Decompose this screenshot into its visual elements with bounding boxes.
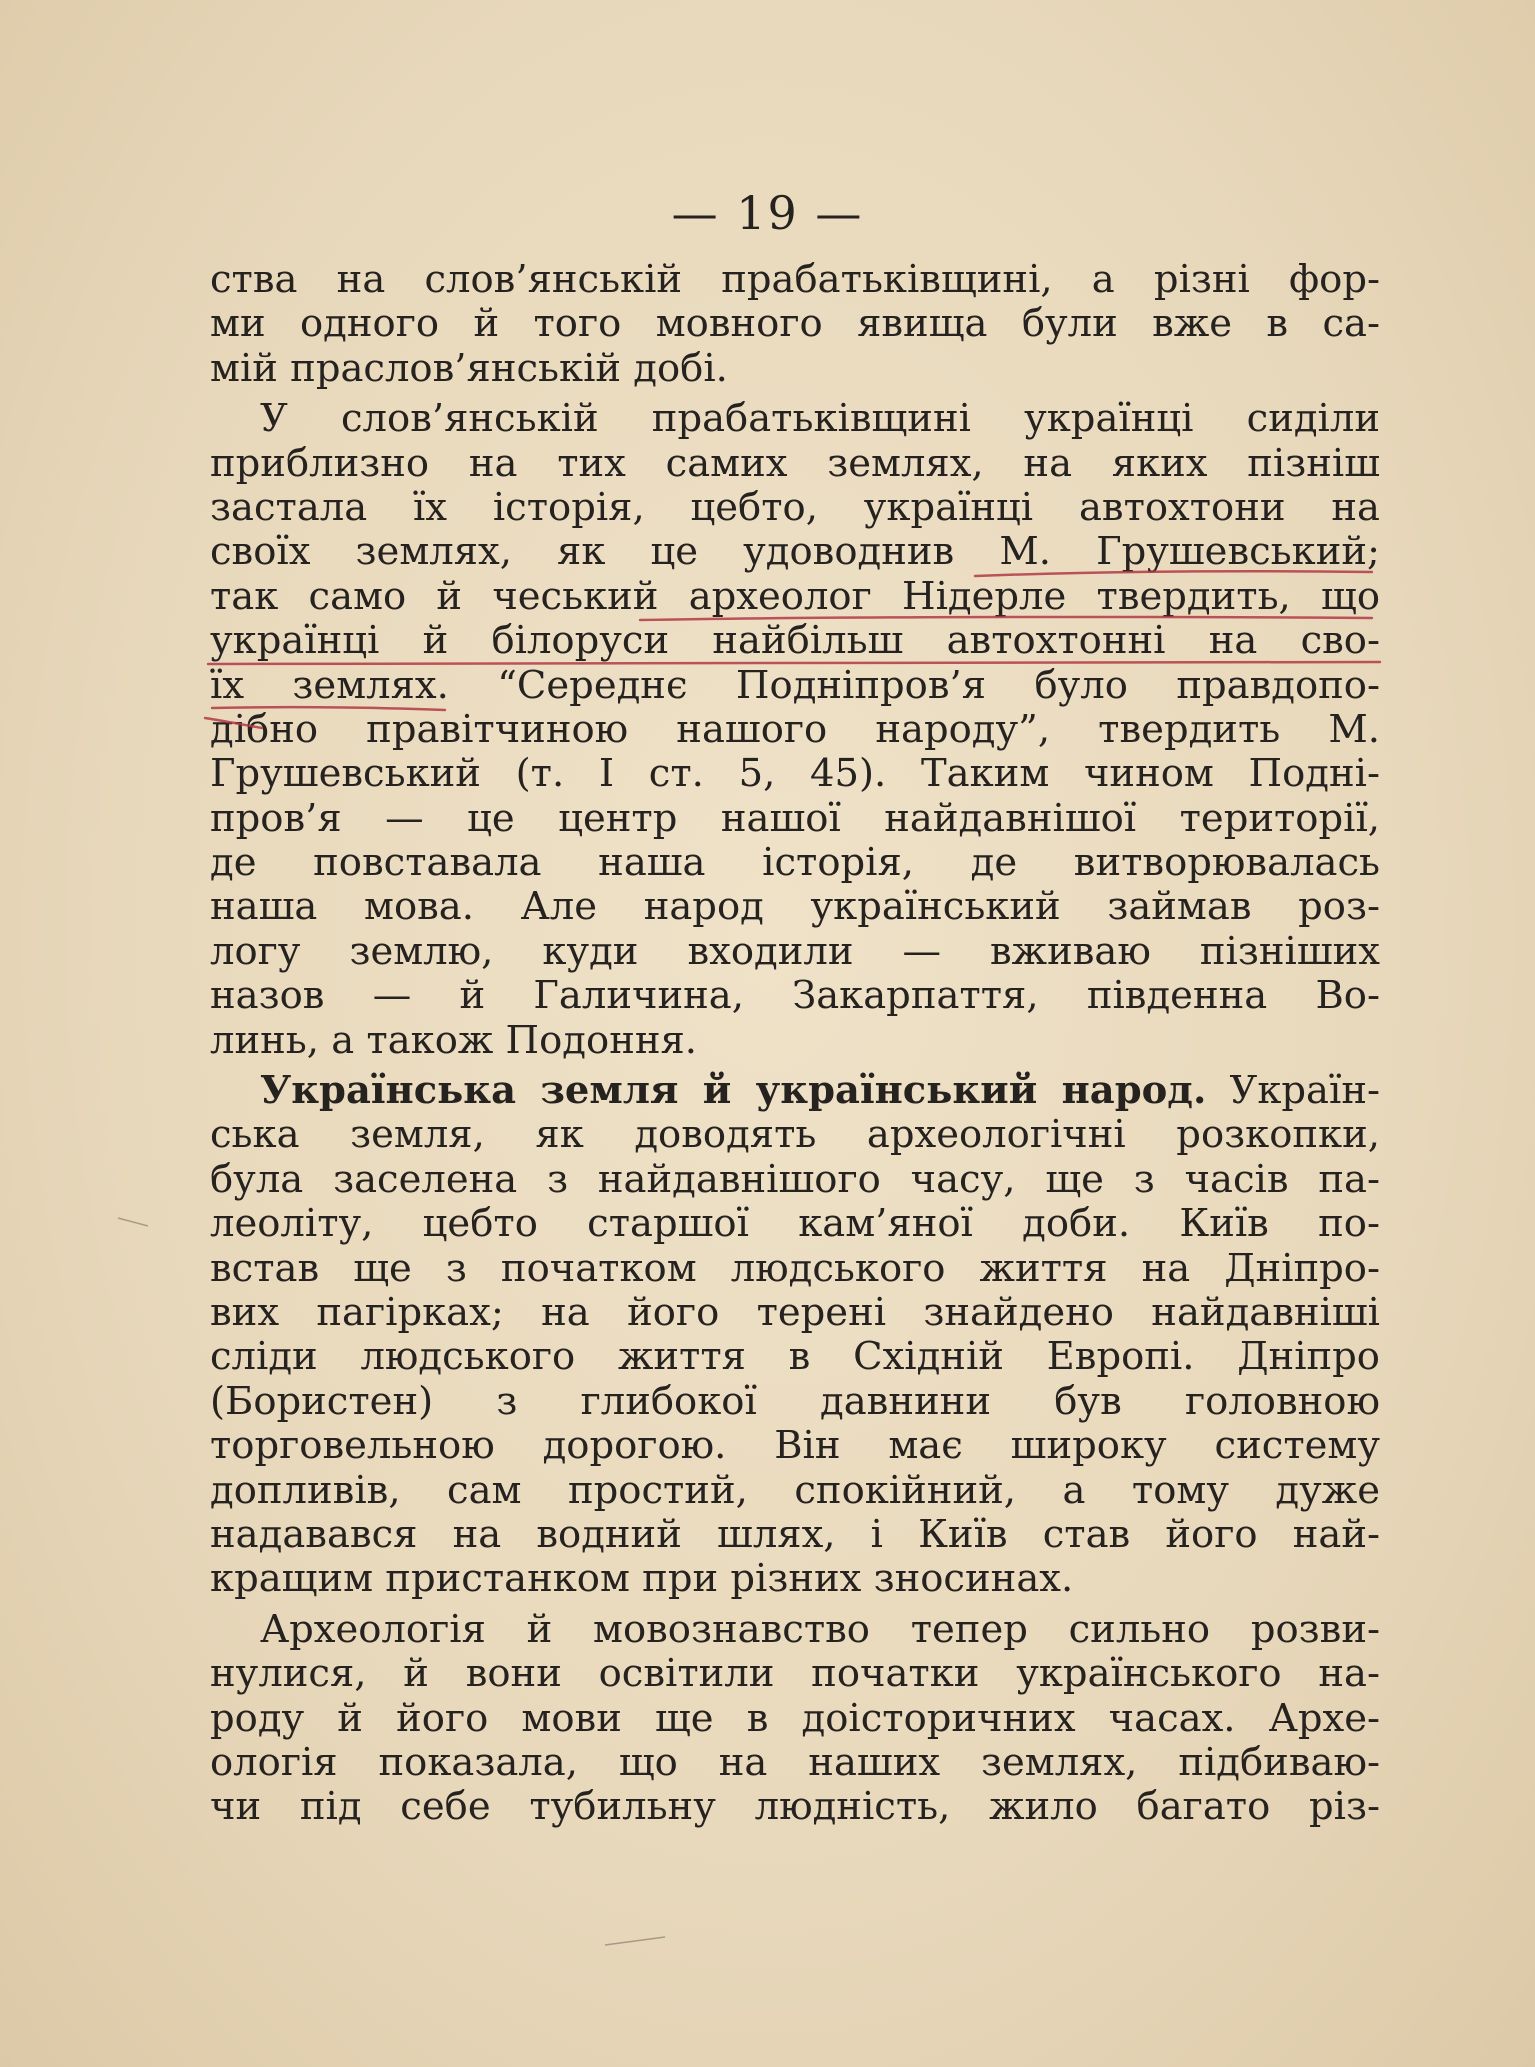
- paragraph-continuation: [210, 258, 1380, 391]
- heading-continuation-tail: їн-: [1329, 1068, 1380, 1114]
- text-line: роду й його мови ще в доісторичних часах. Архе-: [210, 1695, 1380, 1741]
- underlined-text-line: їх землях. “Середнє Подніпров’я було правдопо-: [210, 662, 1380, 708]
- page-number: — 19 —: [671, 186, 864, 240]
- underlined-text-line: так само й чеський археолог Нідерле твердить, що: [210, 573, 1380, 619]
- text-line: кращим пристанком при різних зносинах.: [210, 1556, 1074, 1602]
- text-line: торговельною дорогою. Він має широку систему: [210, 1423, 1380, 1469]
- text-line: надавався на водний шлях, і Київ став його най-: [210, 1511, 1380, 1557]
- underlined-text-line: своїх землях, як це удоводнив М. Грушевський;: [210, 529, 1380, 575]
- paragraph-archaeology: [210, 1608, 1380, 1830]
- text-line: мій праслов’янській добі.: [210, 345, 728, 391]
- text-line: назов — й Галичина, Закарпаття, південна Во-: [210, 973, 1380, 1019]
- text-line: наша мова. Але народ український займав роз-: [210, 884, 1380, 930]
- text-line: застала їх історія, цебто, українці автохтони на: [210, 484, 1380, 530]
- text-line: линь, а також Подоння.: [210, 1017, 698, 1063]
- text-line: чи під себе тубильну людність, жило багато різ-: [210, 1784, 1380, 1830]
- text-line: допливів, сам простий, спокійний, а тому дуже: [210, 1467, 1380, 1513]
- paragraph-ukrainian-land: [210, 1069, 1380, 1602]
- text-line: (Бористен) з глибокої давнини був головною: [210, 1378, 1380, 1424]
- paragraph-autochthony: [210, 397, 1380, 1063]
- text-line: леоліту, цебто старшої кам’яної доби. Київ по-: [210, 1201, 1380, 1247]
- heading-continuation: Укра: [1229, 1068, 1330, 1114]
- paper-scratch: [605, 1937, 665, 1945]
- text-line: [210, 1069, 1380, 1113]
- text-line: пров’я — це центр нашої найдавнішої території,: [210, 795, 1380, 841]
- body-text: [210, 258, 1380, 1830]
- text-line: Археологія й мовознавство тепер сильно розви-: [260, 1606, 1380, 1652]
- text-line: ства на слов’янській прабатьківщині, а різні фор-: [210, 257, 1380, 302]
- text-line: вих пагірках; на його терені знайдено найдавніші: [210, 1289, 1380, 1335]
- paper-scratch: [118, 1218, 148, 1226]
- text-line: У слов’янській прабатьківщині українці сиділи: [260, 396, 1380, 442]
- text-line: де повставала наша історія, де витворювалась: [210, 840, 1380, 886]
- text-line: ологія показала, що на наших землях, підбиваю-: [210, 1739, 1380, 1785]
- text-line: ська земля, як доводять археологічні розкопки,: [210, 1112, 1380, 1158]
- text-line: приблизно на тих самих землях, на яких пізніш: [210, 440, 1380, 486]
- text-line: дібно правітчиною нашого народу”, твердить М.: [210, 706, 1380, 752]
- section-heading: Українська земля й український народ.: [260, 1068, 1207, 1114]
- text-line: встав ще з початком людського життя на Дніпро-: [210, 1245, 1380, 1291]
- text-line: була заселена з найдавнішого часу, ще з часів па-: [210, 1156, 1380, 1202]
- text-line: нулися, й вони освітили початки українського на-: [210, 1651, 1380, 1697]
- text-line: логу землю, куди входили — вживаю пізніших: [210, 928, 1380, 974]
- text-line: ми одного й того мовного явища були вже в са-: [210, 301, 1380, 347]
- text-line: Грушевський (т. І ст. 5, 45). Таким чином Подні-: [210, 751, 1380, 797]
- text-line: сліди людського життя в Східній Европі. Дніпро: [210, 1334, 1380, 1380]
- underlined-text-line: українці й білоруси найбільш автохтонні на сво-: [210, 618, 1380, 664]
